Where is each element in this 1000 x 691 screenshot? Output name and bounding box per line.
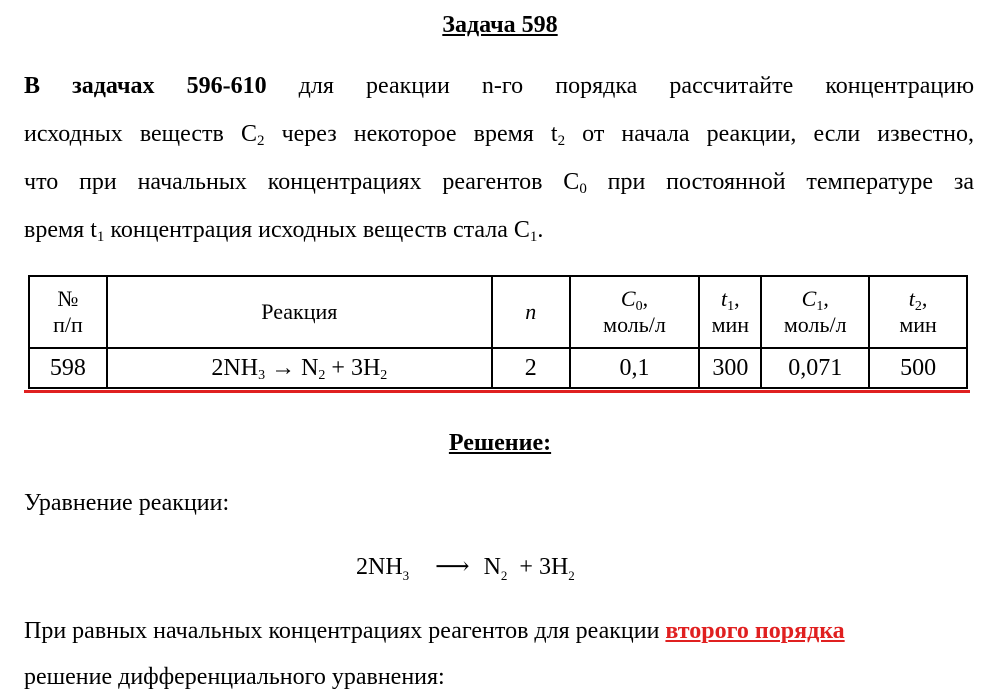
statement-line-2: исходных веществ $C_2$ через некоторое время $t_2$ от начала реакции, если известно, [24, 121, 975, 149]
cell-reaction: $2NH_3 \to N_2 + 3H_2$ [107, 348, 492, 388]
cell-n: 2 [492, 348, 570, 388]
equation-label: Уравнение реакции: [24, 490, 230, 516]
header-c0: $C_0$, моль/л [570, 276, 700, 348]
statement-line-4: время $t_1$ концентрация исходных веществ стала $C_1$. [24, 217, 544, 245]
reaction-equation: $2NH_3$ ⟶ $N_2 + 3H_2$ [356, 554, 575, 583]
cell-t2: 500 [869, 348, 967, 388]
header-n: n [492, 276, 570, 348]
task-title: Задача 598 [442, 12, 558, 38]
red-underline-divider [24, 390, 970, 393]
header-reaction: Реакция [107, 276, 492, 348]
reaction-arrow-icon: ⟶ [435, 554, 470, 580]
table-header-row [29, 276, 967, 348]
header-num: № п/п [29, 276, 107, 348]
header-t1: $t_1$, мин [699, 276, 761, 348]
cut-off-line: решение дифференциального уравнения: [24, 664, 445, 690]
highlight-second-order: второго порядка [665, 618, 845, 644]
table-row [29, 348, 967, 388]
solution-heading: Решение: [448, 430, 552, 456]
cell-c1: 0,071 [761, 348, 869, 388]
cell-num: 598 [29, 348, 107, 388]
solution-text: При равных начальных концентрациях реагентов для реакции второго порядка [24, 618, 845, 644]
header-c1: $C_1$, моль/л [761, 276, 869, 348]
statement-line-1: В задачах 596-610 для реакции n-го порядка рассчитайте концентрацию [24, 73, 975, 99]
data-table [28, 275, 968, 389]
cell-t1: 300 [699, 348, 761, 388]
statement-line-3: что при начальных концентрациях реагентов $C_0$ при постоянной температуре за [24, 169, 974, 197]
task-statement [24, 62, 974, 254]
header-t2: $t_2$, мин [869, 276, 967, 348]
cell-c0: 0,1 [570, 348, 700, 388]
